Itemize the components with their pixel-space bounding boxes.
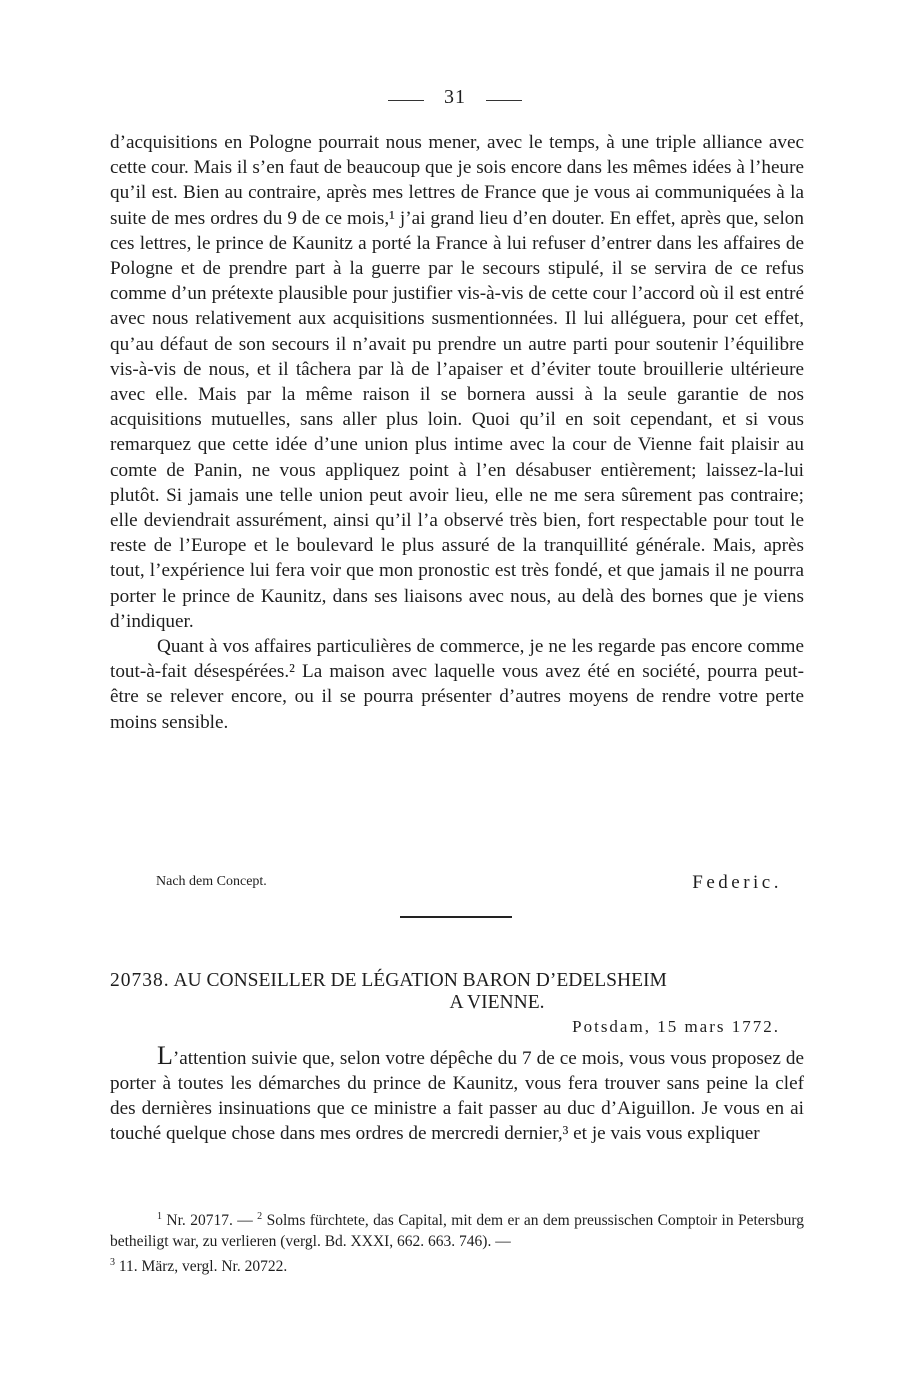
footnote-text: Solms fürchtete, das Capital, mit dem er an dem preussischen Comptoir in Petersburg betheiligt war, zu verlieren (vergl. Bd. XXXI, 662. 663. 746). — xyxy=(110,1212,805,1251)
header-rule-left xyxy=(388,100,424,101)
footnote-text: 11. März, vergl. Nr. 20722. xyxy=(115,1258,288,1276)
letter-body xyxy=(110,1041,804,1146)
footnote-block xyxy=(110,1206,804,1252)
letter-text: ’attention suivie que, selon votre dépêche du 7 de ce mois, vous vous proposez de porter à toutes les démarches du prince de Kaunitz, vous fera trouver sans peine la clef des dernières insinuations que ce ministre a fait passer au duc d’Aiguillon. Je vous en ai touché quelque chose dans mes ordres de mercredi dernier,³ et je vais vous expliquer xyxy=(110,1048,804,1144)
letter-destination: A VIENNE. xyxy=(449,992,545,1013)
letter-addressee: AU CONSEILLER DE LÉGATION BARON D’EDELSHEIM xyxy=(173,970,667,991)
footnote-mark: 1 xyxy=(157,1211,162,1222)
body-paragraph: d’acquisitions en Pologne pourrait nous mener, avec le temps, à une triple alliance avec cette cour. Mais il s’en faut de beaucoup que je sois encore dans les mêmes idées à l’heure qu’il est. Bien au contraire, après mes lettres de France que je vous ai communiquées à la suite de mes ordres du 9 de ce mois,¹ j’ai grand lieu d’en douter. En effet, après que, selon ces lettres, le prince de Kaunitz a porté la France à lui refuser d’entrer dans les affaires de Pologne et de prendre part à la guerre par le secours stipulé, il se servira de ce refus comme d’un prétexte plausible pour justifier vis-à-vis de cette cour l’accord où il est entré avec nous relativement aux acquisitions susmentionnées. Il lui alléguera, pour cet effet, qu’au défaut de son secours il n’avait pu prendre un autre parti pour soutenir l’équilibre vis-à-vis de nous, et il tâchera par là de l’apaiser et d’éviter toute brouillerie ultérieure avec elle. Mais par la même raison il se bornera aussi à la seule garantie de nos acquisitions mutuelles, sans aller plus loin. Quoi qu’il en soit cependant, et si vous remarquez que cette idée d’une union plus intime avec la cour de Vienne fait plaisir au comte de Panin, ne vous appliquez point à l’en désabuser entièrement; laissez-la-lui plutôt. Si jamais une telle union peut avoir lieu, elle ne me sera sûrement pas contraire; elle deviendrait assurément, ainsi qu’il l’a observé très bien, fort respectable pour tout le reste de l’Europe et le boulevard le plus assuré de la tranquillité générale. Mais, après tout, l’expérience lui fera voir que mon pronostic est très fondé, et que jamais il ne pourra porter le prince de Kaunitz, dans ses liaisons avec nous, au delà des bornes que je viens d’indiquer. xyxy=(110,132,804,632)
footnote-mark: 2 xyxy=(257,1211,263,1222)
footnote-mark: 3 xyxy=(110,1257,115,1269)
letter-continuation xyxy=(110,130,804,735)
dateline: Potsdam, 15 mars 1772. xyxy=(572,1017,780,1036)
section-separator xyxy=(400,916,512,918)
closing-row xyxy=(110,872,804,898)
letter-heading xyxy=(110,970,804,1014)
letter-heading-line xyxy=(110,970,804,992)
signature: Federic. xyxy=(692,872,782,893)
initial-letter: L xyxy=(157,1041,173,1070)
footnotes xyxy=(110,1206,804,1277)
footnote-text: Nr. 20717. — xyxy=(162,1212,258,1230)
source-note: Nach dem Concept. xyxy=(156,874,267,889)
page-number: 31 xyxy=(444,86,466,108)
body-paragraph: Quant à vos affaires particulières de commerce, je ne les regarde pas encore comme tout-à-fait désespérées.² La maison avec laquelle vous avez été en société, pourra peut-être se relever encore, ou il se pourra présenter d’autres moyens de rendre votre perte moins sensible. xyxy=(110,636,804,733)
letter-number: 20738. xyxy=(110,970,170,991)
page-header xyxy=(0,86,900,114)
header-rule-right xyxy=(486,100,522,101)
footnote-block xyxy=(110,1252,804,1277)
